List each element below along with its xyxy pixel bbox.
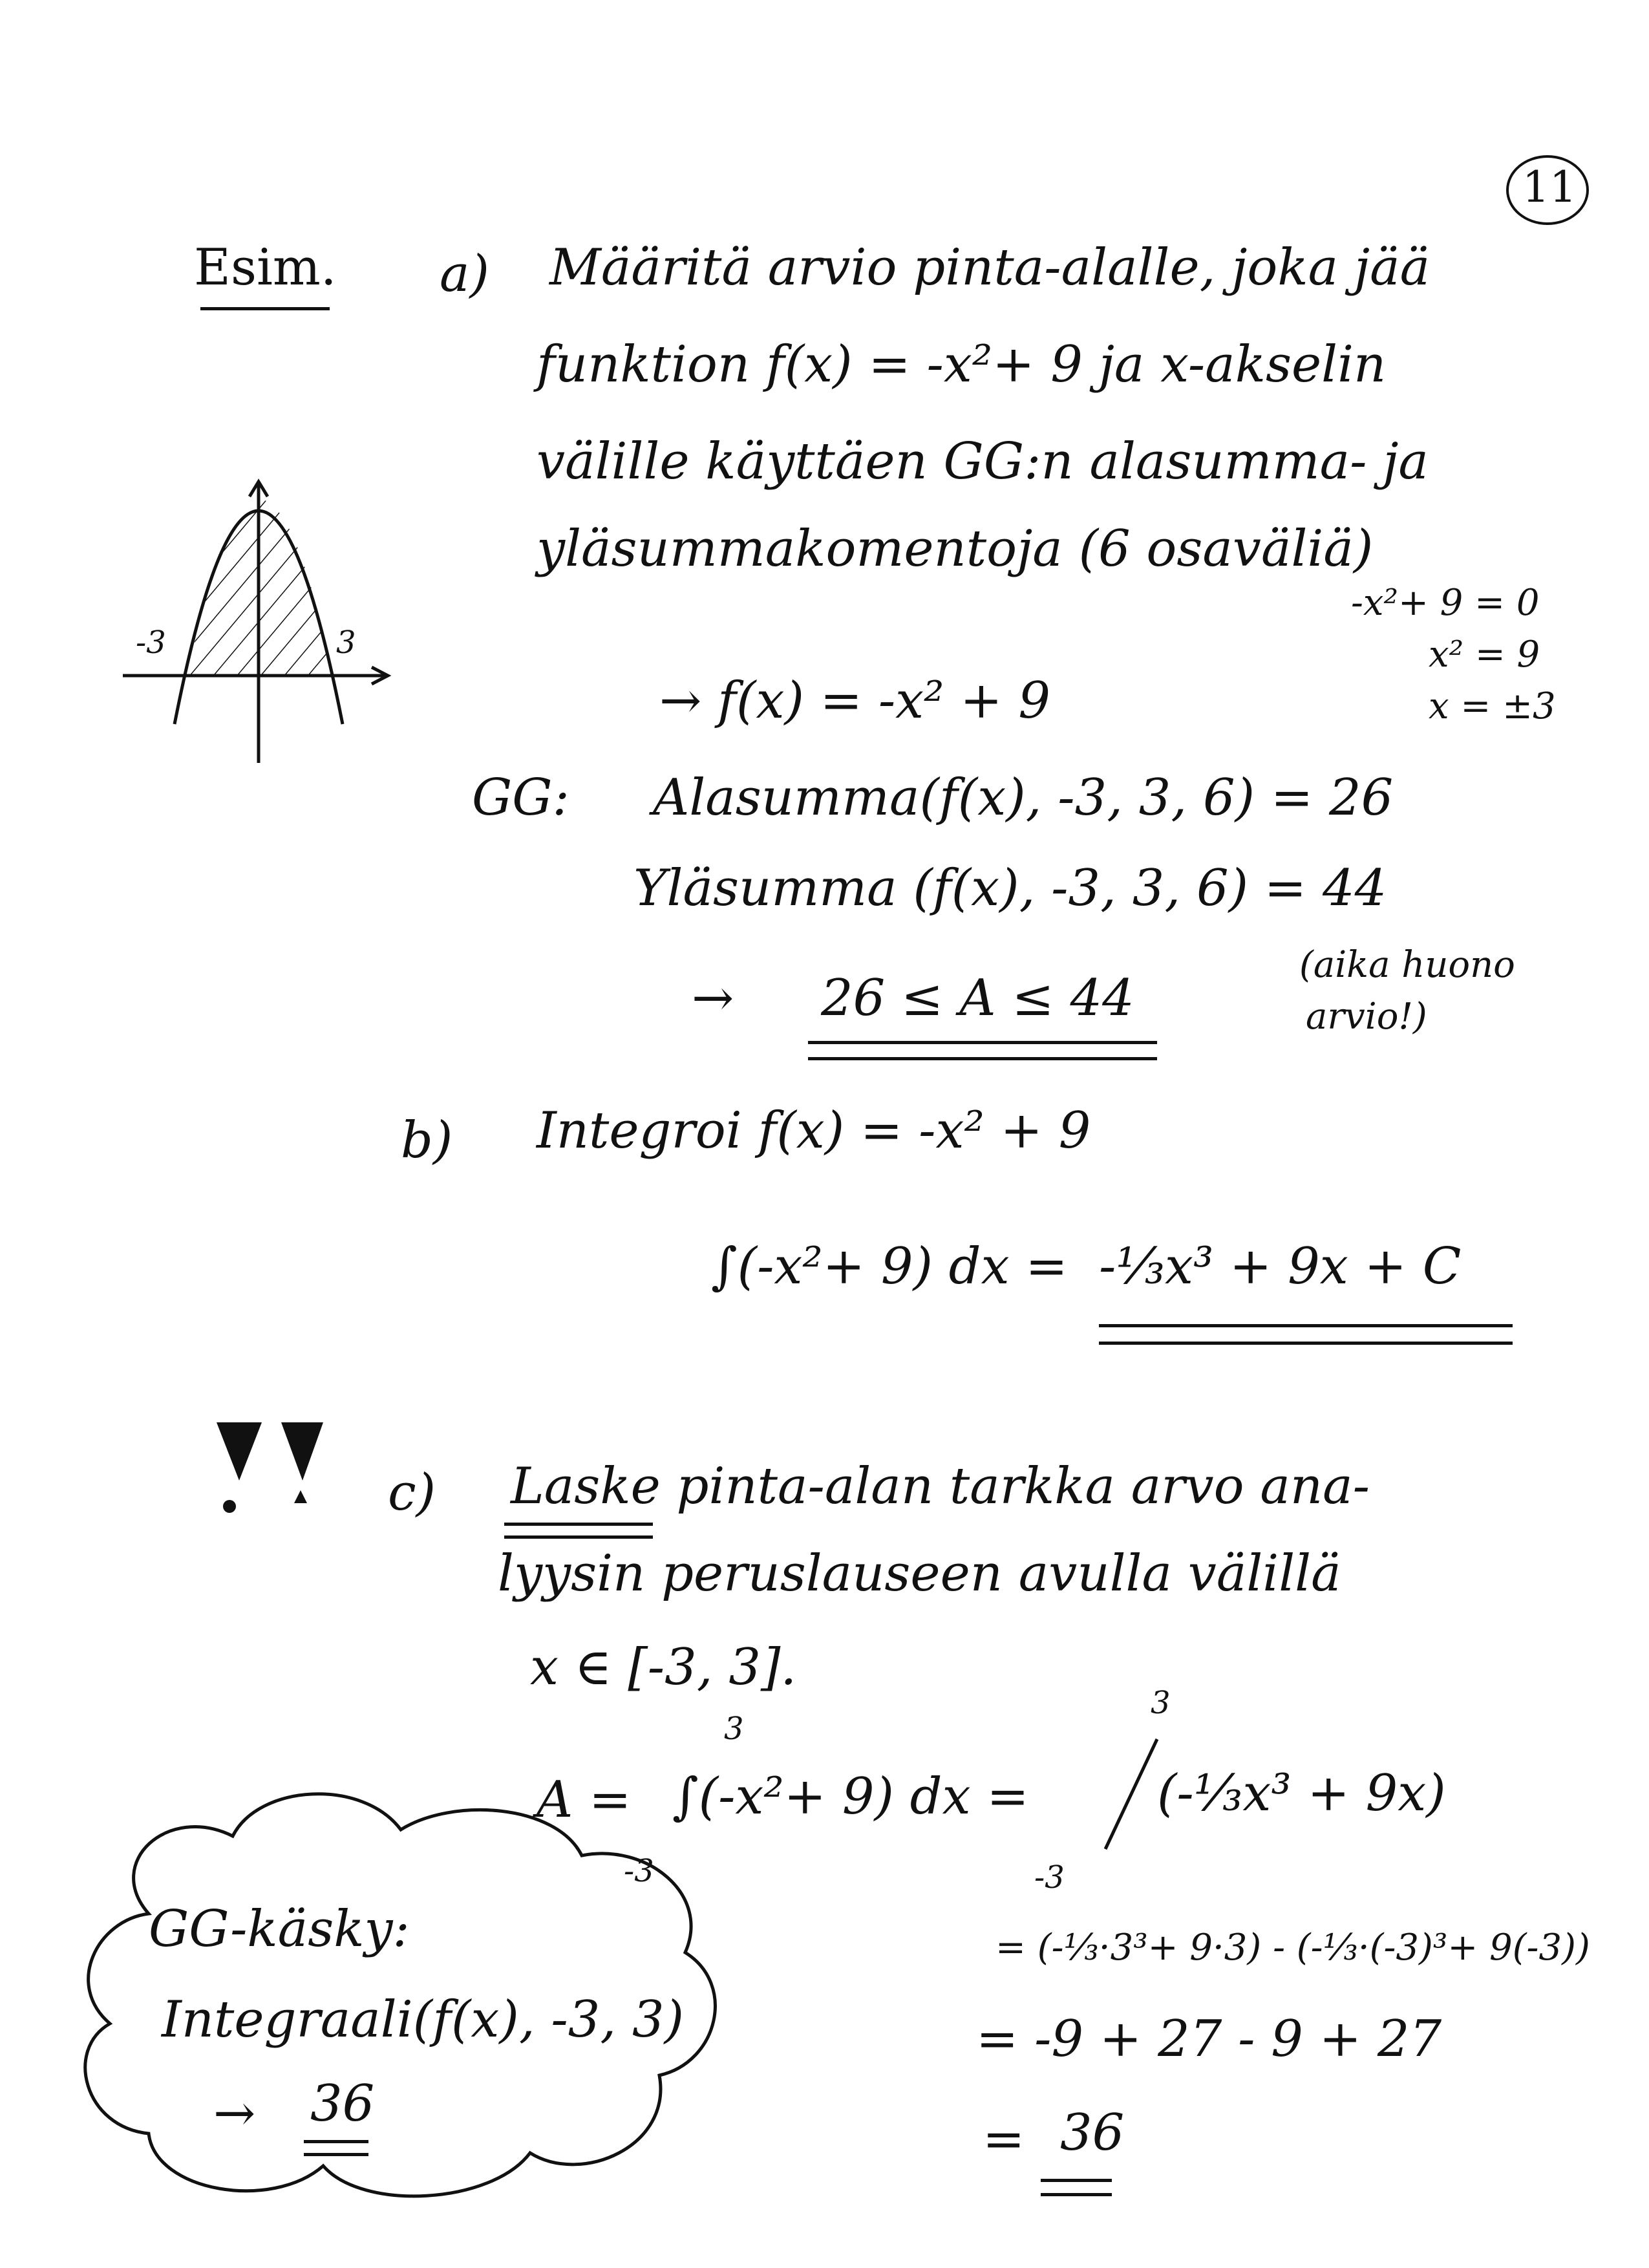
- integral-upper: 3: [724, 1711, 744, 1747]
- substitution-lower: -3: [1034, 1859, 1065, 1896]
- step-2: = -9 + 27 - 9 + 27: [976, 2010, 1442, 2068]
- substitution-upper: 3: [1151, 1685, 1171, 1721]
- part-a-label: a): [440, 245, 489, 303]
- part-c-line-2: lyysin peruslauseen avulla välillä: [498, 1545, 1341, 1603]
- part-a-line-1: Määritä arvio pinta-alalle, joka jää: [549, 239, 1431, 297]
- cloud-value-underline-2: [304, 2153, 368, 2156]
- cloud-arrow: →: [213, 2084, 256, 2143]
- part-b-integral-lhs: ∫(-x²+ 9) dx =: [711, 1237, 1068, 1296]
- side-calc-3: x = ±3: [1429, 685, 1556, 727]
- result-inequality: 26 ≤ A ≤ 44: [821, 969, 1134, 1027]
- part-a-line-3: välille käyttäen GG:n alasumma- ja: [537, 433, 1429, 491]
- result-arrow: →: [692, 969, 734, 1027]
- antiderivative: (-⅓x³ + 9x): [1157, 1764, 1446, 1823]
- arrow-function-line: → f(x) = -x² + 9: [659, 672, 1050, 730]
- part-b-line: Integroi f(x) = -x² + 9: [537, 1102, 1091, 1160]
- part-a-line-4: yläsummakomentoja (6 osaväliä): [537, 520, 1374, 578]
- comment-line-2: arvio!): [1306, 996, 1427, 1038]
- gg-label: GG:: [472, 769, 569, 827]
- step-3-value: 36: [1060, 2104, 1125, 2162]
- part-b-integral-rhs: -⅓x³ + 9x + C: [1099, 1237, 1462, 1296]
- part-b-label: b): [401, 1111, 453, 1170]
- part-c-line-1: Laske pinta-alan tarkka arvo ana-: [511, 1457, 1370, 1515]
- side-calc-2: x² = 9: [1429, 634, 1540, 676]
- part-c-line-3: x ∈ [-3, 3].: [530, 1638, 797, 1696]
- gg-alasumma: Alasumma(f(x), -3, 3, 6) = 26: [653, 769, 1394, 827]
- side-calc-1: -x²+ 9 = 0: [1351, 582, 1540, 624]
- comment-line-1: (aika huono: [1299, 944, 1515, 986]
- page-number: 11: [1522, 162, 1577, 212]
- area-eq-label: A =: [537, 1771, 632, 1829]
- part-c-label: c): [388, 1464, 436, 1522]
- integral-lower: -3: [624, 1853, 654, 1889]
- integral-expression: ∫(-x²+ 9) dx =: [672, 1768, 1029, 1826]
- heading: Esim.: [194, 239, 337, 297]
- graph-label-right: 3: [336, 625, 356, 661]
- graph-label-left: -3: [136, 625, 166, 661]
- gg-ylasumma: Yläsumma (f(x), -3, 3, 6) = 44: [633, 859, 1387, 917]
- step-3-eq: =: [983, 2110, 1025, 2168]
- part-a-line-2: funktion f(x) = -x²+ 9 ja x-akselin: [537, 336, 1387, 394]
- cloud-command: Integraali(f(x), -3, 3): [162, 1991, 685, 2049]
- cloud-value-underline-1: [304, 2140, 368, 2143]
- cloud-value: 36: [310, 2075, 375, 2133]
- cloud-title: GG-käsky:: [149, 1900, 410, 1958]
- step-1: = (-⅓·3³+ 9·3) - (-⅓·(-3)³+ 9(-3)): [995, 1927, 1590, 1969]
